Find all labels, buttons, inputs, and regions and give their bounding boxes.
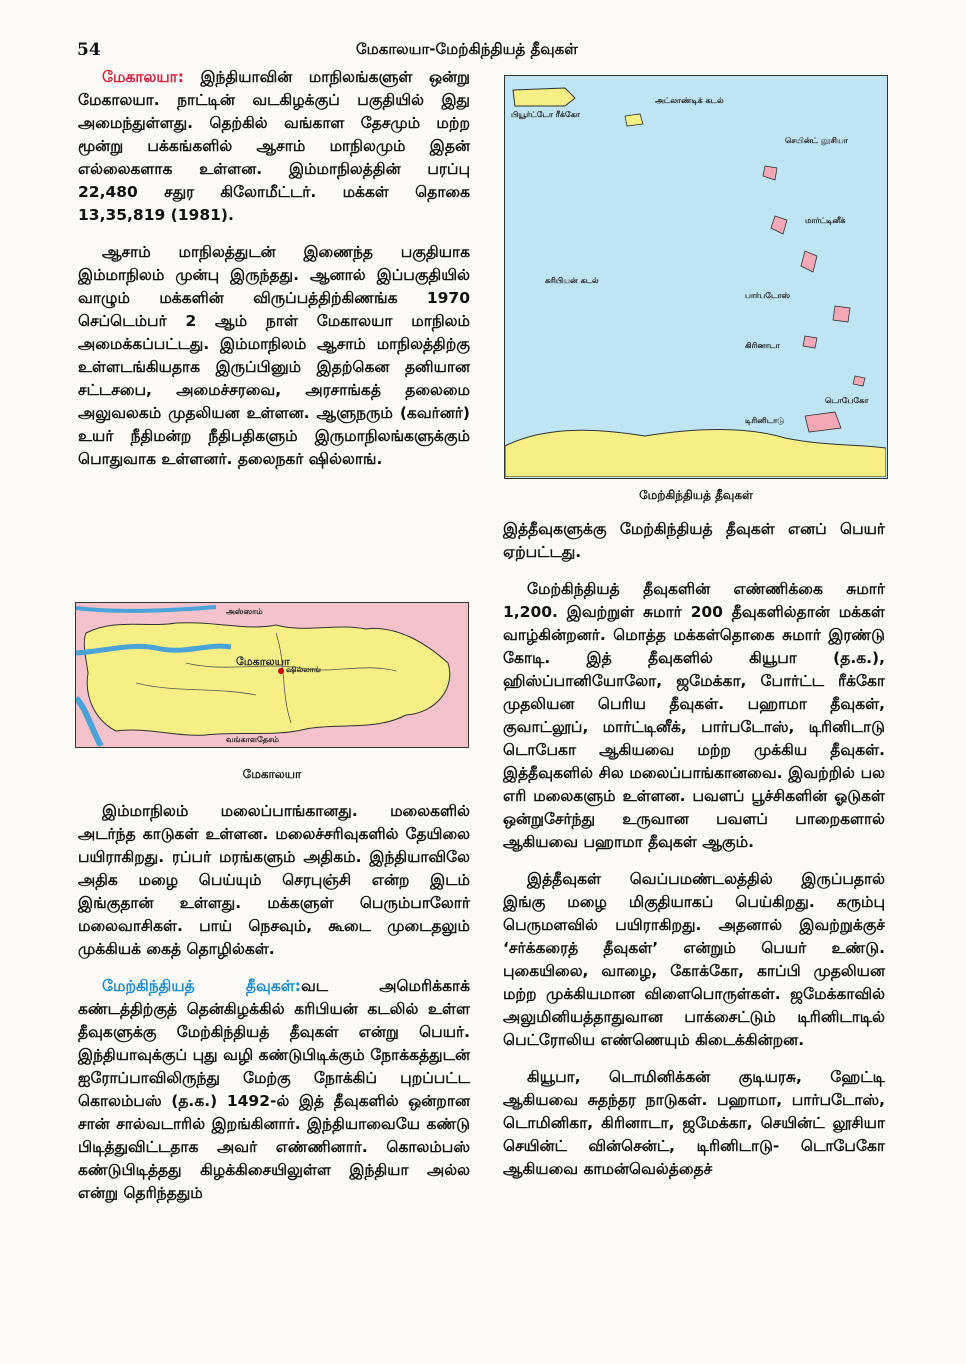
paragraph-west-indies-name: இத்தீவுகளுக்கு மேற்கிந்தியத் தீவுகள் எனப் பெயர் ஏற்பட்டது.	[503, 520, 885, 561]
meghalaya-map	[75, 602, 469, 748]
meghalaya-intro-text: இந்தியாவின் மாநிலங்களுள் ஒன்று மேகாலயா. நாட்டின் வடகிழக்குப் பகுதியில் இது அமைந்துள்ளது. தெற்கில் வங்காள தேசமும் மற்ற மூன்று பக்கங்களில் ஆசாம் மாநிலமும் இதன் எல்லைகளாக உள்ளன. இம்மாநிலத்தின் பரப்பு 22,480 சதுர கிலோமீட்டர். மக்கள் தொகை 13,35,819 (1981).	[78, 68, 470, 224]
meghalaya-map-caption: மேகாலயா	[242, 767, 302, 781]
map-label-puerto-rico: பியூர்ட்டோ ரீக்கோ	[511, 110, 581, 119]
paragraph-west-indies-countries: கியூபா, டொமினிக்கன் குடியரசு, ஹேட்டி ஆகியவை சுதந்தர நாடுகள். பஹாமா, பார்படோஸ், டொமினிகா, கிரினாடா, ஜமேக்கா, செயின்ட் லூசியா செயின்ட் வின்சென்ட், டிரினிடாடு- டொபேகோ ஆகியவை காமன்வெல்த்தைச்	[503, 1068, 885, 1178]
running-title: மேகாலயா-மேற்கிந்தியத் தீவுகள்	[356, 40, 578, 58]
left-column-bottom	[78, 800, 470, 1219]
west-indies-map-caption: மேற்கிந்தியத் தீவுகள்	[639, 488, 753, 502]
map-label-tobago: டொபேகோ	[825, 396, 869, 405]
meghalaya-heading: மேகாலயா:	[102, 68, 184, 86]
map-label-barbados: பார்படோஸ்	[745, 291, 791, 300]
map-label-shillong: ஷில்லாங்	[286, 665, 321, 674]
map-label-meghalaya: மேகாலயா	[236, 655, 290, 668]
west-indies-map	[504, 75, 888, 479]
map-label-atlantic: அட்லாண்டிக் கடல்	[655, 96, 724, 105]
map-label-grenada: கிரினாடா	[745, 341, 780, 350]
west-indies-intro-text: வட அமெரிக்காக் கண்டத்திற்குத் தென்கிழக்கில் கரிபியன் கடலில் உள்ள தீவுகளுக்கு மேற்கிந்தியத் தீவுகள் என்று பெயர். இந்தியாவுக்குப் புது வழி கண்டுபிடிக்கும் நோக்கத்துடன் ஐரோப்பாவிலிருந்து மேற்கு நோக்கிப் புறப்பட்ட கொலம்பஸ் (த.க.) 1492-ல் இத் தீவுகளில் ஒன்றான சான் சால்வடாரில் இறங்கினார். இந்தியாவையே கண்டு பிடித்துவிட்டதாக அவர் எண்ணினார். கொலம்பஸ் கண்டுபிடித்தது கிழக்கிசையிலுள்ள இந்தியா அல்ல என்று தெரிந்ததும்	[78, 977, 471, 1202]
paragraph-meghalaya-geography: இம்மாநிலம் மலைப்பாங்கானது. மலைகளில் அடர்ந்த காடுகள் உள்ளன. மலைச்சரிவுகளில் தேயிலை பயிராகிறது. ரப்பர் மரங்களும் அதிகம். இந்தியாவிலே அதிக மழை பெய்யும் செரபுஞ்சி என்ற இடம் இங்குதான் உள்ளது. மக்களுள் பெரும்பாலோர் மலைவாசிகள். பாய் நெசவும், கூடை முடைதலும் முக்கியக் கைத் தொழில்கள்.	[78, 802, 470, 958]
map-label-bangladesh: வங்காளதேசம்	[226, 735, 279, 744]
left-column-top	[78, 66, 470, 485]
map-label-assam: அஸ்ஸாம்	[226, 607, 263, 616]
paragraph-meghalaya-intro	[78, 66, 470, 227]
map-label-st-lucia: செயின்ட் லூசியா	[785, 136, 848, 145]
map-label-caribbean: கரிபியன் கடல்	[545, 276, 599, 285]
meghalaya-map-graphic	[76, 603, 467, 746]
paragraph-west-indies-climate: இத்தீவுகள் வெப்பமண்டலத்தில் இருப்பதால் இங்கு மழை மிகுதியாகப் பெய்கிறது. கரும்பு பெருமளவில் பயிராகிறது. அதனால் இவற்றுக்குச் ‘சர்க்கரைத் தீவுகள்’ என்றும் பெயர் உண்டு. புகையிலை, வாழை, கோக்கோ, காப்பி முதலியன மற்ற முக்கியமான விளைபொருள்கள். ஜமேக்காவில் அலுமினியத்தாதுவான பாக்சைட்டும் டிரினிடாடில் பெட்ரோலிய எண்ணெயும் கிடைக்கின்றன.	[503, 870, 885, 1049]
right-column	[503, 518, 885, 1195]
map-label-martinique: மார்ட்டினீக்	[805, 216, 846, 225]
map-label-trinidad: டிரினிடாடு	[745, 416, 785, 425]
west-indies-heading: மேற்கிந்தியத் தீவுகள்:	[102, 977, 301, 995]
page-number: 54	[77, 40, 101, 60]
paragraph-west-indies-intro	[78, 975, 470, 1205]
paragraph-meghalaya-history: ஆசாம் மாநிலத்துடன் இணைந்த பகுதியாக இம்மாநிலம் முன்பு இருந்தது. ஆனால் இப்பகுதியில் வாழும் மக்களின் விருப்பத்திற்கிணங்க 1970 செப்டெம்பர் 2 ஆம் நாள் மேகாலயா மாநிலம் அமைக்கப்பட்டது. இம்மாநிலம் ஆசாம் மாநிலத்திற்கு உள்ளடங்கியதாக இருப்பினும் இதற்கென தனியான சட்டசபை, அமைச்சரவை, அரசாங்கத் தலைமை அலுவலகம் முதலியன உள்ளன. ஆளுநரும் (கவர்னர்) உயர் நீதிமன்ற நீதிபதிகளும் இருமாநிலங்களுக்கும் பொதுவாக உள்ளனர். தலைநகர் ஷில்லாங்.	[78, 243, 470, 468]
paragraph-west-indies-islands: மேற்கிந்தியத் தீவுகளின் எண்ணிக்கை சுமார் 1,200. இவற்றுள் சுமார் 200 தீவுகளில்தான் மக்கள் வாழ்கின்றனர். மொத்த மக்கள்தொகை சுமார் இரண்டு கோடி. இத் தீவுகளில் கியூபா (த.க.), ஹிஸ்ப்பானியோலோ, ஜமேக்கா, போர்ட்ட ரீக்கோ முதலியன பெரிய தீவுகள். பஹாமா தீவுகள், குவாட்லூப், மார்ட்டினீக், பார்படோஸ், டிரினிடாடு டொபேகா ஆகியவை மற்ற முக்கிய தீவுகள். இத்தீவுகளில் சில மலைப்பாங்கானவை. இவற்றில் பல எரி மலைகளும் உள்ளன. பவளப் பூச்சிகளின் ஓடுகள் ஒன்றுசேர்ந்து உருவான பவளப் பாறைகளால் ஆகியவை பஹாமா தீவுகள் ஆகும்.	[503, 580, 885, 851]
